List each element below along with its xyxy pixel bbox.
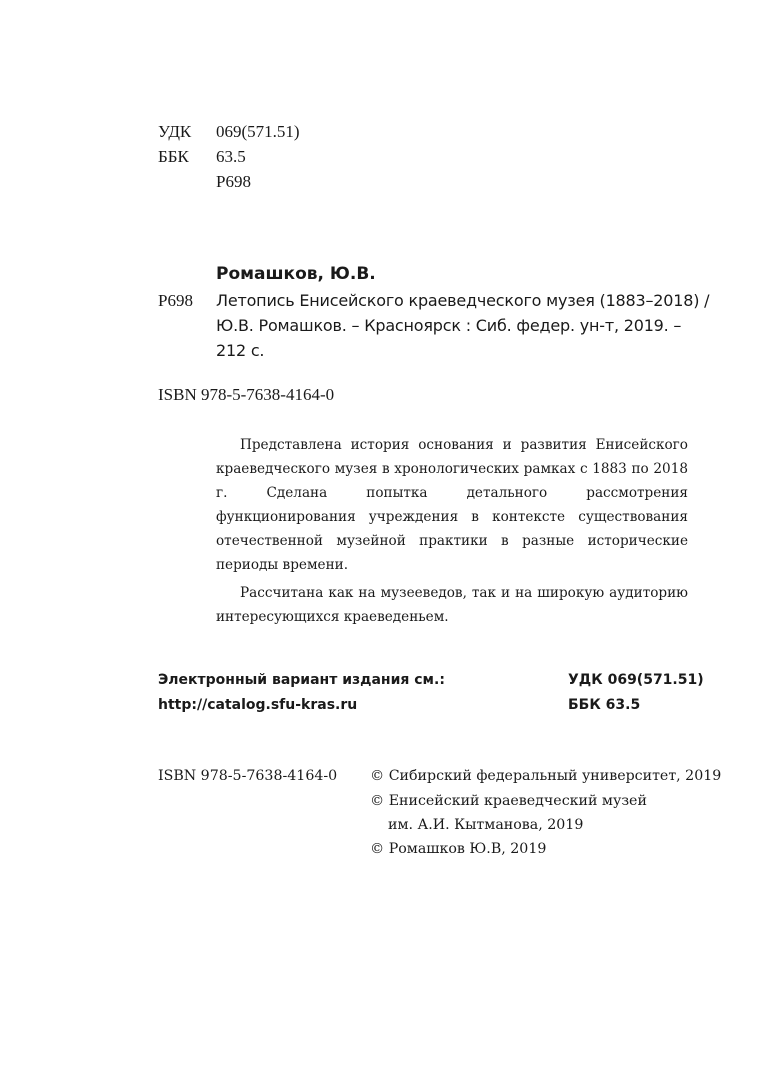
author-mark: Р698	[216, 172, 251, 191]
abstract-paragraph-1: Представлена история основания и развития Енисейского краеведческого музея в хронологических рамках с 1883 по 2018 г. Сделана попытка детального рассмотрения функционирования учреждения в контексте существования отечественной музейной практики в разные исторические периоды времени.	[216, 437, 688, 573]
bib-line-3: 212 с.	[216, 341, 265, 360]
copyright-line-3: им. А.И. Кытманова, 2019	[388, 817, 584, 833]
author-cipher: Р698	[158, 291, 193, 310]
footer-udk: УДК 069(571.51)	[568, 672, 704, 688]
author-name: Ромашков, Ю.В.	[216, 264, 376, 284]
bib-line-2: Ю.В. Ромашков. – Красноярск : Сиб. федер. ун-т, 2019. –	[216, 316, 682, 335]
footer-bbk: ББК 63.5	[568, 697, 641, 713]
abstract-paragraph-2: Рассчитана как на музееведов, так и на широкую аудиторию интересующихся краеведеньем.	[216, 585, 688, 625]
copyright-isbn: ISBN 978-5-7638-4164-0	[158, 768, 338, 784]
udk-value: 069(571.51)	[216, 122, 300, 141]
isbn-main: ISBN 978-5-7638-4164-0	[158, 385, 335, 404]
udk-label: УДК	[158, 122, 192, 141]
copyright-line-1: © Сибирский федеральный университет, 2019	[370, 768, 722, 784]
abstract	[216, 433, 688, 633]
copyright-line-4: © Ромашков Ю.В, 2019	[370, 841, 547, 857]
bib-line-1: Летопись Енисейского краеведческого музея (1883–2018) /	[216, 291, 710, 310]
copyright-line-2: © Енисейский краеведческий музей	[370, 793, 647, 809]
bbk-value: 63.5	[216, 147, 246, 166]
electronic-version-label: Электронный вариант издания см.:	[158, 672, 445, 688]
bbk-label: ББК	[158, 147, 189, 166]
catalog-url[interactable]: http://catalog.sfu-kras.ru	[158, 697, 358, 713]
